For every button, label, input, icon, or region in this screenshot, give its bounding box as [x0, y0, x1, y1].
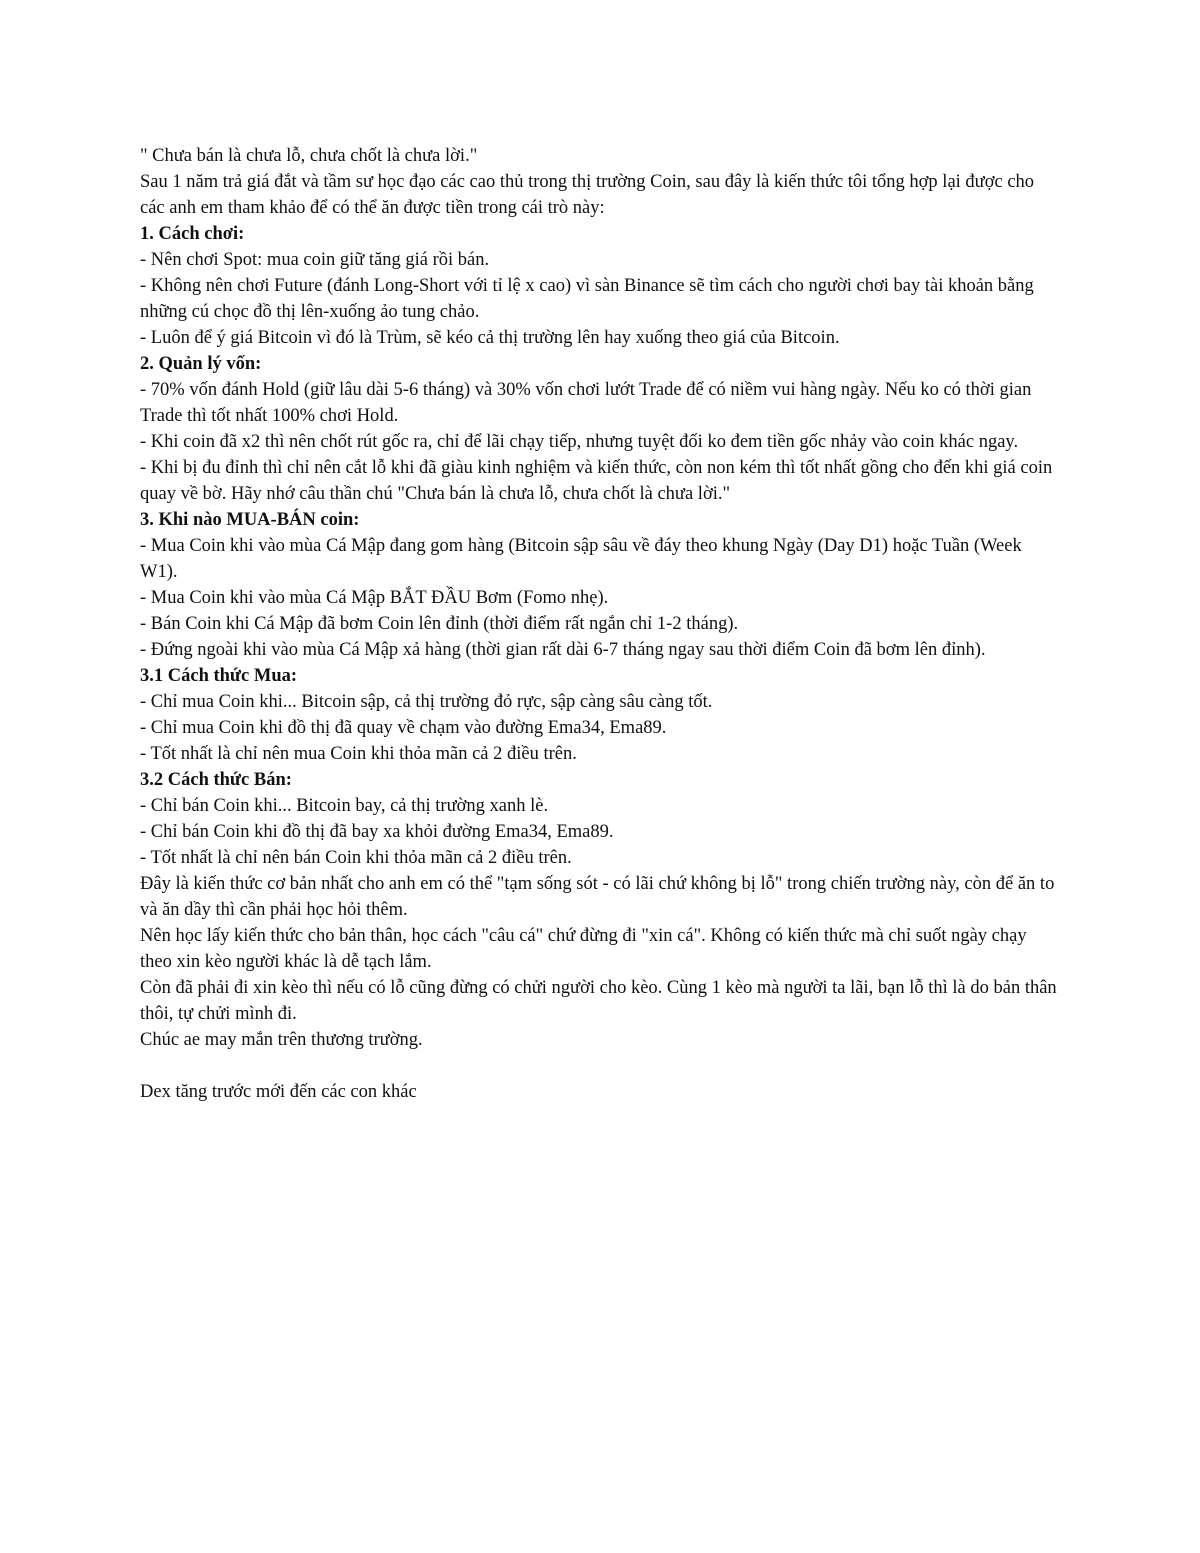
list-item: - Chỉ bán Coin khi... Bitcoin bay, cả thị trường xanh lè.	[140, 796, 549, 816]
list-item: - Bán Coin khi Cá Mập đã bơm Coin lên đỉnh (thời điểm rất ngắn chỉ 1-2 tháng).	[140, 614, 739, 634]
list-item: - Khi coin đã x2 thì nên chốt rút gốc ra, chỉ để lãi chạy tiếp, nhưng tuyệt đối ko đem tiền gốc nhảy vào coin khác ngay.	[140, 432, 1019, 452]
blank-line	[140, 1053, 1060, 1079]
list-item: - Chỉ bán Coin khi đồ thị đã bay xa khỏi đường Ema34, Ema89.	[140, 822, 614, 842]
document-page	[140, 143, 1060, 1105]
closing-paragraph: Đây là kiến thức cơ bản nhất cho anh em có thể "tạm sống sót - có lãi chứ không bị lỗ" trong chiến trường này, còn để ăn to và ăn dầy thì cần phải học hỏi thêm.	[140, 874, 1055, 920]
section-heading-khi-nao-mua-ban: 3. Khi nào MUA-BÁN coin:	[140, 510, 360, 530]
closing-paragraph: Nên học lấy kiến thức cho bản thân, học cách "câu cá" chứ đừng đi "xin cá". Không có kiến thức mà chỉ suốt ngày chạy theo xin kèo người khác là dễ tạch lắm.	[140, 926, 1027, 972]
list-item: - Tốt nhất là chỉ nên bán Coin khi thỏa mãn cả 2 điều trên.	[140, 848, 572, 868]
section-heading-cach-thuc-mua: 3.1 Cách thức Mua:	[140, 666, 298, 686]
footer-note: Dex tăng trước mới đến các con khác	[140, 1082, 417, 1102]
list-item: - 70% vốn đánh Hold (giữ lâu dài 5-6 tháng) và 30% vốn chơi lướt Trade để có niềm vui hàng ngày. Nếu ko có thời gian Trade thì tốt nhất 100% chơi Hold.	[140, 380, 1032, 426]
intro-paragraph: Sau 1 năm trả giá đắt và tầm sư học đạo các cao thủ trong thị trường Coin, sau đây là kiến thức tôi tổng hợp lại được cho các anh em tham khảo để có thể ăn được tiền trong cái trò này:	[140, 172, 1035, 218]
list-item: - Tốt nhất là chỉ nên mua Coin khi thỏa mãn cả 2 điều trên.	[140, 744, 577, 764]
list-item: - Mua Coin khi vào mùa Cá Mập BẮT ĐẦU Bơm (Fomo nhẹ).	[140, 588, 609, 608]
list-item: - Không nên chơi Future (đánh Long-Short với tỉ lệ x cao) vì sàn Binance sẽ tìm cách cho người chơi bay tài khoản bằng những cú chọc đồ thị lên-xuống ảo tung chảo.	[140, 276, 1034, 322]
section-heading-cach-thuc-ban: 3.2 Cách thức Bán:	[140, 770, 292, 790]
list-item: - Mua Coin khi vào mùa Cá Mập đang gom hàng (Bitcoin sập sâu về đáy theo khung Ngày (Day D1) hoặc Tuần (Week W1).	[140, 536, 1022, 582]
section-heading-cach-choi: 1. Cách chơi:	[140, 224, 245, 244]
closing-paragraph: Còn đã phải đi xin kèo thì nếu có lỗ cũng đừng có chửi người cho kèo. Cùng 1 kèo mà người ta lãi, bạn lỗ thì là do bản thân thôi, tự chửi mình đi.	[140, 978, 1057, 1024]
list-item: - Nên chơi Spot: mua coin giữ tăng giá rồi bán.	[140, 250, 490, 270]
list-item: - Đứng ngoài khi vào mùa Cá Mập xả hàng (thời gian rất dài 6-7 tháng ngay sau thời điểm Coin đã bơm lên đỉnh).	[140, 640, 986, 660]
quote-line: " Chưa bán là chưa lỗ, chưa chốt là chưa lời."	[140, 146, 478, 166]
list-item: - Chỉ mua Coin khi đồ thị đã quay về chạm vào đường Ema34, Ema89.	[140, 718, 667, 738]
list-item: - Khi bị đu đỉnh thì chỉ nên cắt lỗ khi đã giàu kinh nghiệm và kiến thức, còn non kém thì tốt nhất gồng cho đến khi giá coin quay về bờ. Hãy nhớ câu thần chú "Chưa bán là chưa lỗ, chưa chốt là chưa lời."	[140, 458, 1053, 504]
list-item: - Luôn để ý giá Bitcoin vì đó là Trùm, sẽ kéo cả thị trường lên hay xuống theo giá của Bitcoin.	[140, 328, 840, 348]
section-heading-quan-ly-von: 2. Quản lý vốn:	[140, 354, 262, 374]
closing-paragraph: Chúc ae may mắn trên thương trường.	[140, 1030, 423, 1050]
list-item: - Chỉ mua Coin khi... Bitcoin sập, cả thị trường đỏ rực, sập càng sâu càng tốt.	[140, 692, 713, 712]
